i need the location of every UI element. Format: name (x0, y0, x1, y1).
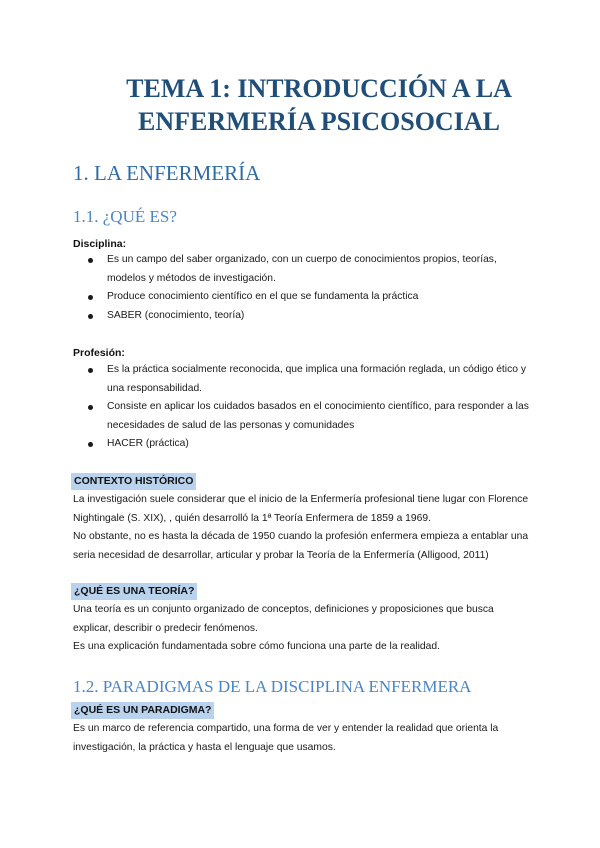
list-item-text: Produce conocimiento científico en el que se fundamenta la práctica (107, 291, 419, 302)
profesion-list (73, 361, 533, 454)
bullet-icon (88, 314, 93, 319)
list-item (73, 435, 533, 454)
paradigma-paragraph-1: Es un marco de referencia compartido, una forma de ver y entender la realidad que orienta la investigación, la práctica y hasta el lenguaje que usamos. (73, 723, 499, 753)
section-heading-la-enfermeria: 1. LA ENFERMERÍA (73, 161, 261, 185)
disciplina-label: Disciplina: (73, 238, 127, 250)
title-line-2: ENFERMERÍA PSICOSOCIAL (138, 107, 500, 136)
bullet-icon (88, 258, 93, 263)
profesion-label: Profesión: (73, 347, 125, 359)
list-item-text: SABER (conocimiento, teoría) (107, 309, 245, 321)
que-es-una-teoria-heading: ¿QUÉ ES UNA TEORÍA? (71, 583, 197, 600)
contexto-historico-heading: CONTEXTO HISTÓRICO (71, 473, 196, 490)
teoria-paragraph-1: Una teoría es un conjunto organizado de conceptos, definiciones y proposiciones que busca explicar, describir o predecir fenómenos. (73, 604, 494, 634)
bullet-icon (88, 295, 93, 300)
subsection-heading-paradigmas: 1.2. PARADIGMAS DE LA DISCIPLINA ENFERMERA (73, 677, 472, 696)
list-item-text: HACER (práctica) (107, 438, 189, 449)
subsection-heading-que-es: 1.1. ¿QUÉ ES? (73, 207, 177, 226)
list-item (73, 398, 533, 435)
list-item (73, 361, 533, 398)
list-item-text: Es la práctica socialmente reconocida, que implica una formación reglada, un código ético y una responsabilidad. (107, 364, 526, 394)
list-item-text: Consiste en aplicar los cuidados basados en el conocimiento científico, para responder a las necesidades de salud de las personas y comunidades (107, 401, 529, 431)
document-title (60, 72, 578, 138)
bullet-icon (88, 442, 93, 447)
teoria-paragraph-2: Es una explicación fundamentada sobre cómo funciona una parte de la realidad. (73, 641, 440, 652)
bullet-icon (88, 368, 93, 373)
contexto-paragraph-1: La investigación suele considerar que el inicio de la Enfermería profesional tiene lugar con Florence Nightingale (S. XIX), , quién desarrolló la 1ª Teoría Enfermera de 1859 a 1969. (73, 494, 529, 524)
bullet-icon (88, 405, 93, 410)
list-item (73, 307, 533, 326)
disciplina-list (73, 251, 533, 325)
list-item (73, 288, 533, 307)
list-item-text: Es un campo del saber organizado, con un cuerpo de conocimientos propios, teorías, modelos y métodos de investigación. (107, 254, 497, 284)
title-line-1: TEMA 1: INTRODUCCIÓN A LA (126, 74, 512, 103)
list-item (73, 251, 533, 288)
que-es-un-paradigma-heading: ¿QUÉ ES UN PARADIGMA? (71, 702, 214, 719)
contexto-paragraph-2: No obstante, no es hasta la década de 1950 cuando la profesión enfermera empieza a entablar una seria necesidad de desarrollar, articular y probar la Teoría de la Enfermería (Alligood, 2011) (73, 531, 529, 561)
